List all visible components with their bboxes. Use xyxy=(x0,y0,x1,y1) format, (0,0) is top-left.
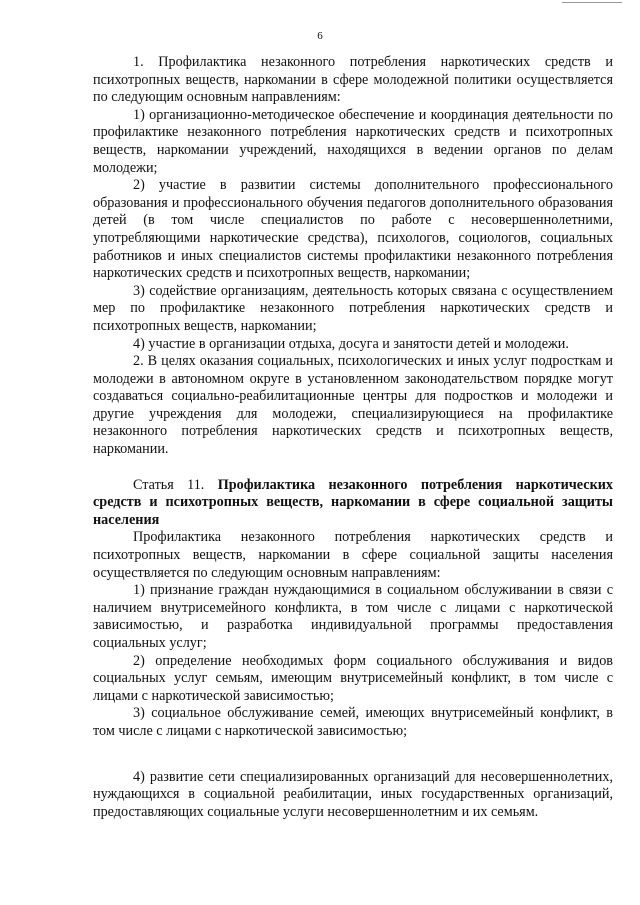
list-item: 3) содействие организациям, деятельность которых связана с осуществлением мер по профилактике незаконного потребления наркотических средств и психотропных веществ, наркомании; xyxy=(93,282,613,334)
document-body xyxy=(93,54,613,821)
list-item: 1) организационно-методическое обеспечение и координация деятельности по профилактике незаконного потребления наркотических средств и психотропных веществ, наркомании учреждений, находящихся в ведении органов по делам молодежи; xyxy=(93,106,613,176)
page-number: 6 xyxy=(317,30,323,42)
list-item: 3) социальное обслуживание семей, имеющих внутрисемейный конфликт, в том числе с лицами с наркотической зависимостью; xyxy=(93,705,613,739)
scan-edge-mark xyxy=(562,2,622,3)
list-item: 4) развитие сети специализированных организаций для несовершеннолетних, нуждающихся в социальной реабилитации, иных государственных организаций, предоставляющих социальные услуги несовершеннолетним и их семьям. xyxy=(93,768,613,820)
list-item: 1) признание граждан нуждающимися в социальном обслуживании в связи с наличием внутрисемейного конфликта, в том числе с лицами с наркотической зависимостью, и разработка индивидуальной программы предоставления социальных услуг; xyxy=(93,582,613,651)
paragraph: Профилактика незаконного потребления наркотических средств и психотропных веществ, наркомании в сфере социальной защиты населения осуществляется по следующим основным направлениям: xyxy=(93,529,613,581)
list-item: 2) участие в развитии системы дополнительного профессионального образования и профессионального обучения педагогов дополнительного образования детей (в том числе специалистов по работе с несовершеннолетними, употребляющими наркотические средства), психологов, социологов, социальных работников и иных специалистов системы профилактики незаконного потребления наркотических средств и психотропных веществ, наркомании; xyxy=(93,177,613,282)
paragraph: 1. Профилактика незаконного потребления наркотических средств и психотропных веществ, наркомании в сфере молодежной политики осуществляется по следующим основным направлениям: xyxy=(93,54,613,106)
list-item: 2) определение необходимых форм социального обслуживания и видов социальных услуг семьям, имеющим внутрисемейный конфликт, в том числе с лицами с наркотической зависимостью; xyxy=(93,652,613,704)
article-title: Профилактика незаконного потребления наркотических средств и психотропных веществ, наркомании в сфере социальной защиты населения xyxy=(93,476,614,528)
article-label: Статья 11. xyxy=(133,476,205,493)
list-item: 4) участие в организации отдыха, досуга и занятости детей и молодежи. xyxy=(133,335,569,352)
spacer xyxy=(93,459,613,477)
article-heading xyxy=(93,477,613,530)
paragraph: 2. В целях оказания социальных, психологических и иных услуг подросткам и молодежи в автономном округе в установленном законодательством порядке могут создаваться социально-реабилитационные центры для подростков и молодежи и другие учреждения для молодежи, специализирующиеся на профилактике незаконного потребления наркотических средств и психотропных веществ, наркомании. xyxy=(93,353,613,458)
spacer xyxy=(93,741,613,769)
